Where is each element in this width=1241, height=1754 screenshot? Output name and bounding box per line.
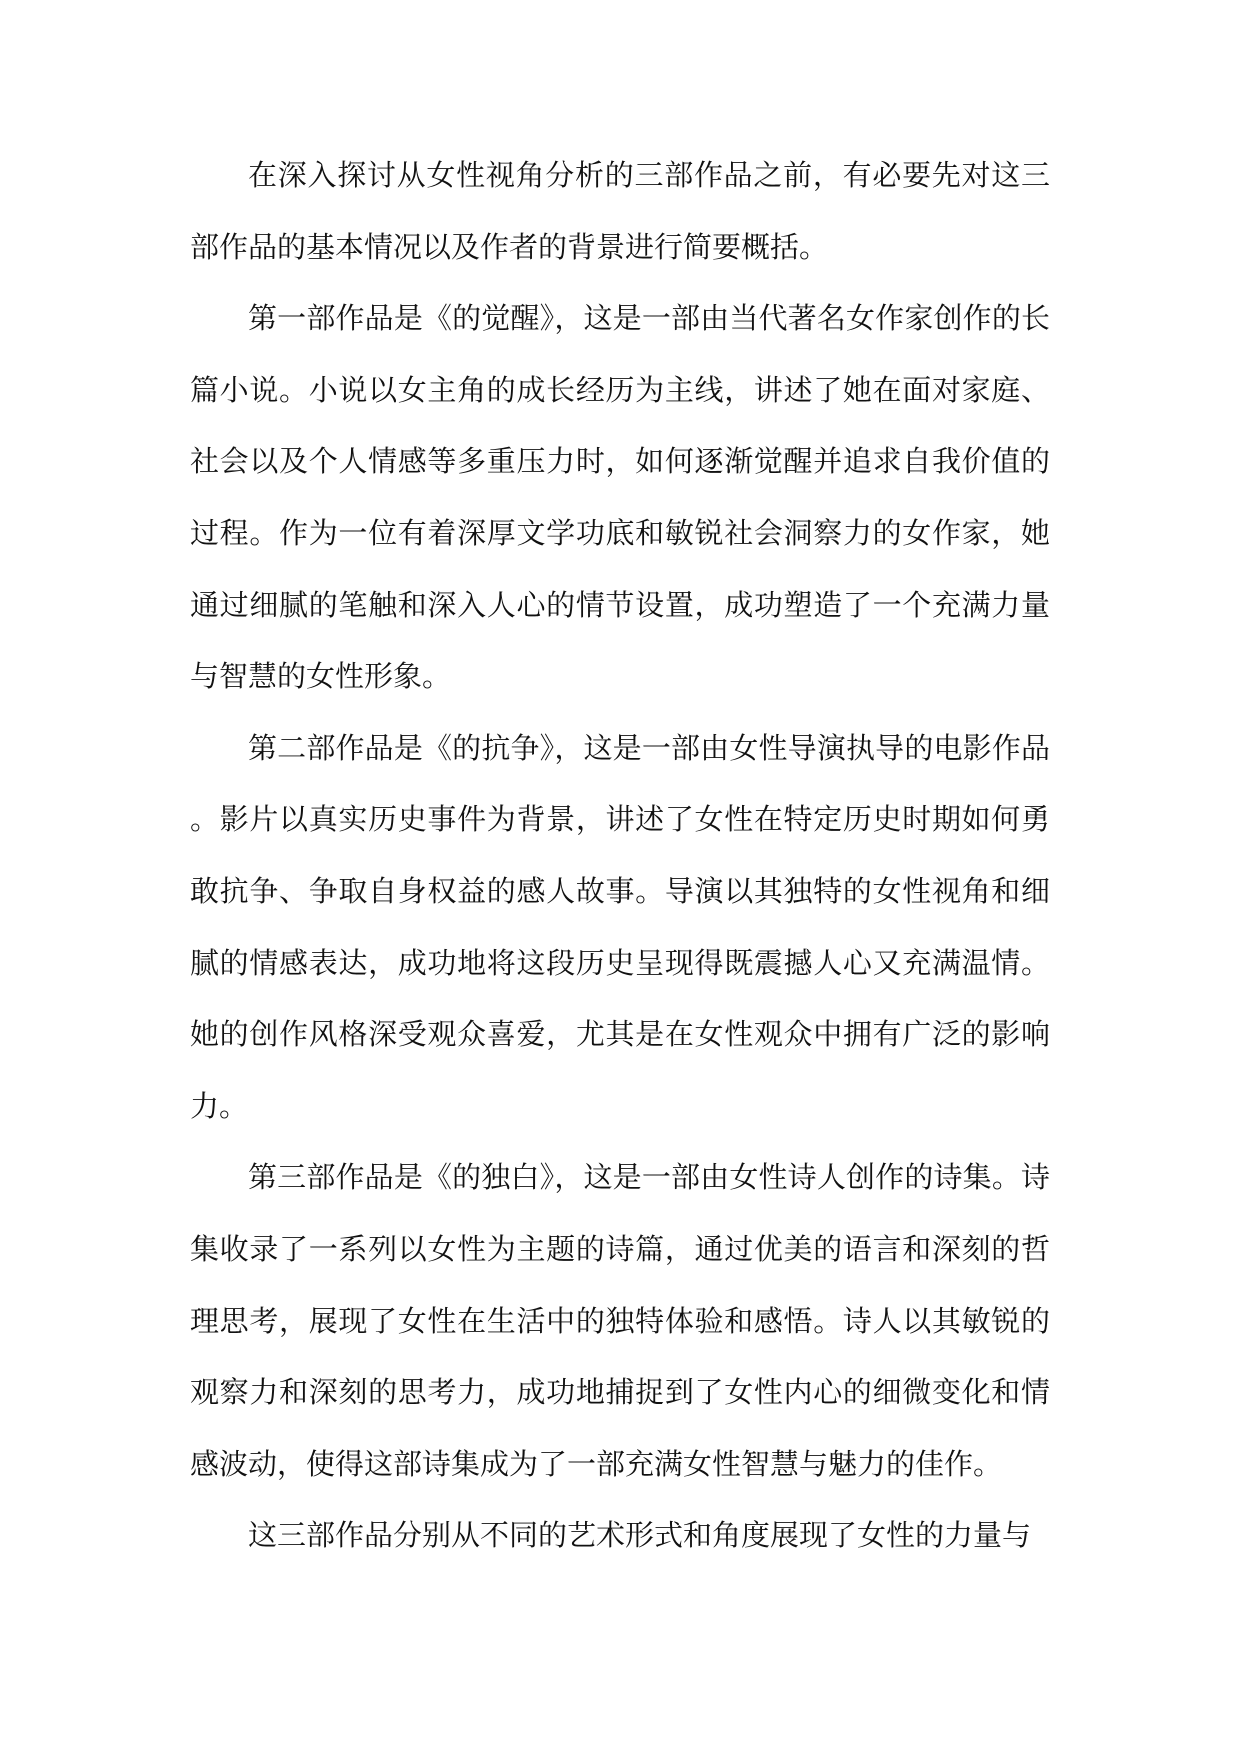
paragraph-first-work: 第一部作品是《的觉醒》，这是一部由当代著名女作家创作的长篇小说。小说以女主角的成长经历为主线，讲述了她在面对家庭、社会以及个人情感等多重压力时，如何逐渐觉醒并追求自我价值的过程。作为一位有着深厚文学功底和敏锐社会洞察力的女作家，她通过细腻的笔触和深入人心的情节设置，成功塑造了一个充满力量与智慧的女性形象。 (190, 301, 1050, 694)
paragraph-summary: 这三部作品分别从不同的艺术形式和角度展现了女性的力量与 (248, 1518, 1032, 1553)
paragraph-third-work: 第三部作品是《的独白》，这是一部由女性诗人创作的诗集。诗集收录了一系列以女性为主题的诗篇，通过优美的语言和深刻的哲理思考，展现了女性在生活中的独特体验和感悟。诗人以其敏锐的观察力和深刻的思考力，成功地捕捉到了女性内心的细微变化和情感波动，使得这部诗集成为了一部充满女性智慧与魅力的佳作。 (190, 1160, 1050, 1481)
body-text (190, 140, 1050, 1572)
paragraph-second-work: 第二部作品是《的抗争》，这是一部由女性导演执导的电影作品。影片以真实历史事件为背景，讲述了女性在特定历史时期如何勇敢抗争、争取自身权益的感人故事。导演以其独特的女性视角和细腻的情感表达，成功地将这段历史呈现得既震撼人心又充满温情。她的创作风格深受观众喜爱，尤其是在女性观众中拥有广泛的影响力。 (190, 730, 1050, 1123)
paragraph-intro: 在深入探讨从女性视角分析的三部作品之前，有必要先对这三部作品的基本情况以及作者的背景进行简要概括。 (190, 158, 1050, 264)
